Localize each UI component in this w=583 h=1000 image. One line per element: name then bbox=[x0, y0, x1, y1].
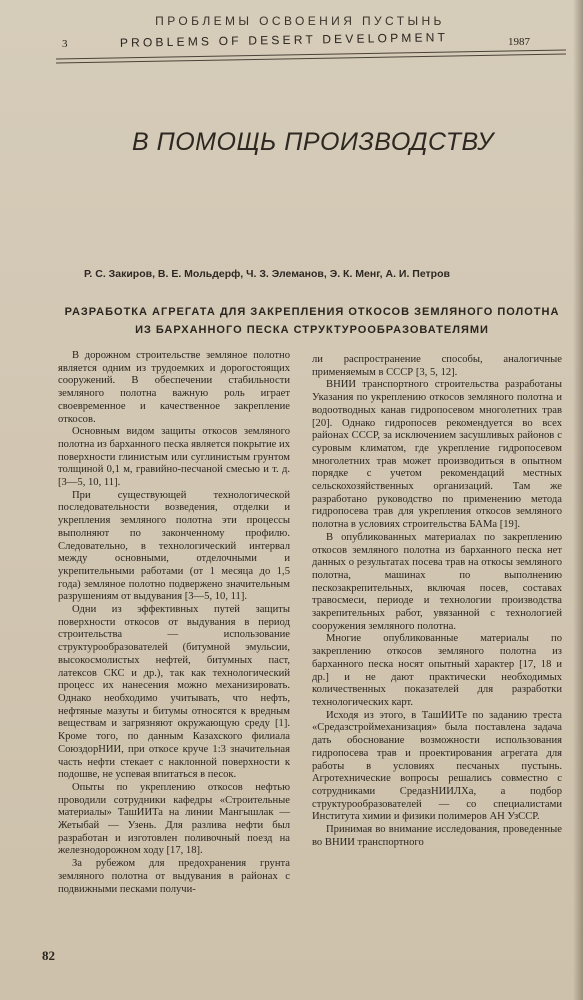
paragraph: При существующей технологической последовательности возведения, отделки и укрепления земляного полотна эти процессы выполняют по законченному профилю. Следовательно, в технологический интервал между основными, отделочными и укрепительными работами (от 1 месяца до 1,5 года) земляное полотно подвержено значительным разрушениям от выдувания [3—5, 10, 11]. bbox=[58, 489, 290, 603]
paragraph: ВНИИ транспортного строительства разработаны Указания по укреплению откосов земляного полотна и водоотводных канав гидропосевом многолетних трав [20]. Однако гидропосев рекомендуется во всех районах СССР, за исключением засушливых районов с суровым климатом, где укрепление гидропосевом многолетних трав может производиться в опытном порядке с учетом рекомендаций местных сельскохозяйственных организаций. Там же разработано руководство по применению метода гидропосева трав для укрепления откосов земляного полотна в условиях строительства БАМа [19]. bbox=[312, 379, 562, 531]
paragraph: В опубликованных материалах по закреплению откосов земляного полотна из барханного песка нет данных о результатах посева трав на откосы земляного полотна, машинах по выполнению пескозакрепительных, включая посев, составах травосмеси, периоде и технологии производства закрепительных работ, увязанной с технологией сооружения земляного полотна. bbox=[312, 531, 562, 632]
paragraph: Принимая во внимание исследования, проведенные во ВНИИ транспортного bbox=[312, 824, 562, 848]
page-edge-shadow bbox=[573, 0, 583, 1000]
paragraph: Многие опубликованные материалы по закреплению откосов земляного полотна из барханного песка носят опытный характер [17, 18 и др.] и не дают практически необходимых количественных показателей для разработки технологических карт. bbox=[312, 633, 562, 708]
paragraph: Опыты по укреплению откосов нефтью проводили сотрудники кафедры «Строительные материалы» ТашИИТа на линии Мангышлак — Жетыбай — Узень. Для разлива нефти был разработан и изготовлен поливочный поезд на железнодорожном ходу [17, 18]. bbox=[58, 781, 290, 857]
paragraph: В дорожном строительстве земляное полотно является одним из трудоемких и дорогостоящих сооружений. В обеспечении стабильности земляного полотна важную роль играет своевременное и качественное закрепление откосов. bbox=[58, 350, 290, 425]
paragraph: За рубежом для предохранения грунта земляного полотна от выдувания в районах с подвижными песками получи- bbox=[58, 858, 290, 895]
page-number: 82 bbox=[42, 948, 55, 963]
paragraph: Исходя из этого, в ТашИИТе по заданию треста «Средазстроймеханизация» была поставлена задача дать обоснование возможности использования гидропосева трав и проектирования агрегата для работы в условиях песчаных пустынь. Агротехнические вопросы решались совместно с сотрудниками СредазНИИЛХа, а подбор структурообразователей — со специалистами Института химии и физики полимеров АН УзССР. bbox=[312, 709, 562, 823]
issue-number: 3 bbox=[62, 38, 68, 50]
issue-year: 1987 bbox=[508, 36, 530, 48]
article-authors: Р. С. Закиров, В. Е. Мольдерф, Ч. З. Элеманов, Э. К. Менг, А. И. Петров bbox=[84, 268, 450, 280]
text-column-left bbox=[58, 350, 290, 896]
section-title: В ПОМОЩЬ ПРОИЗВОДСТВУ bbox=[132, 128, 494, 156]
paragraph: ли распространение способы, аналогичные применяемым в СССР [3, 5, 12]. bbox=[312, 354, 562, 378]
header-rule-secondary bbox=[56, 54, 566, 64]
text-column-right bbox=[312, 354, 562, 849]
paragraph: Основным видом защиты откосов земляного полотна из барханного песка является покрытие их поверхности глинистым или суглинистым грунтом толщиной 0,1 м, гравийно-песчаной смесью и т. д. [3—5, 10, 11]. bbox=[58, 426, 290, 489]
journal-title-en: PROBLEMS OF DESERT DEVELOPMENT bbox=[119, 30, 449, 50]
journal-title-ru: ПРОБЛЕМЫ ОСВОЕНИЯ ПУСТЫНЬ bbox=[155, 14, 445, 28]
article-title: РАЗРАБОТКА АГРЕГАТА ДЛЯ ЗАКРЕПЛЕНИЯ ОТКОСОВ ЗЕМЛЯНОГО ПОЛОТНА ИЗ БАРХАННОГО ПЕСКА СТРУКТУРООБРАЗОВАТЕЛЯМИ bbox=[64, 306, 560, 336]
paragraph: Одни из эффективных путей защиты поверхности откосов от выдувания в период строительства — использование структурообразователей (битумной эмульсии, высокосмолистых нефтей, битумных паст, латексов СКС и др.), так как технологический процесс их нанесения можно механизировать. Однако необходимо учитывать, что нефть, нефтяные мазуты и битумы относятся к вредным веществам и загрязняют окружающую среду [1]. Кроме того, по данным Казахского филиала СоюздорНИИ, при откосе круче 1:3 значительная часть нефти стекает с наклонной поверхности к подошве, не успевая впитаться в песок. bbox=[58, 604, 290, 781]
